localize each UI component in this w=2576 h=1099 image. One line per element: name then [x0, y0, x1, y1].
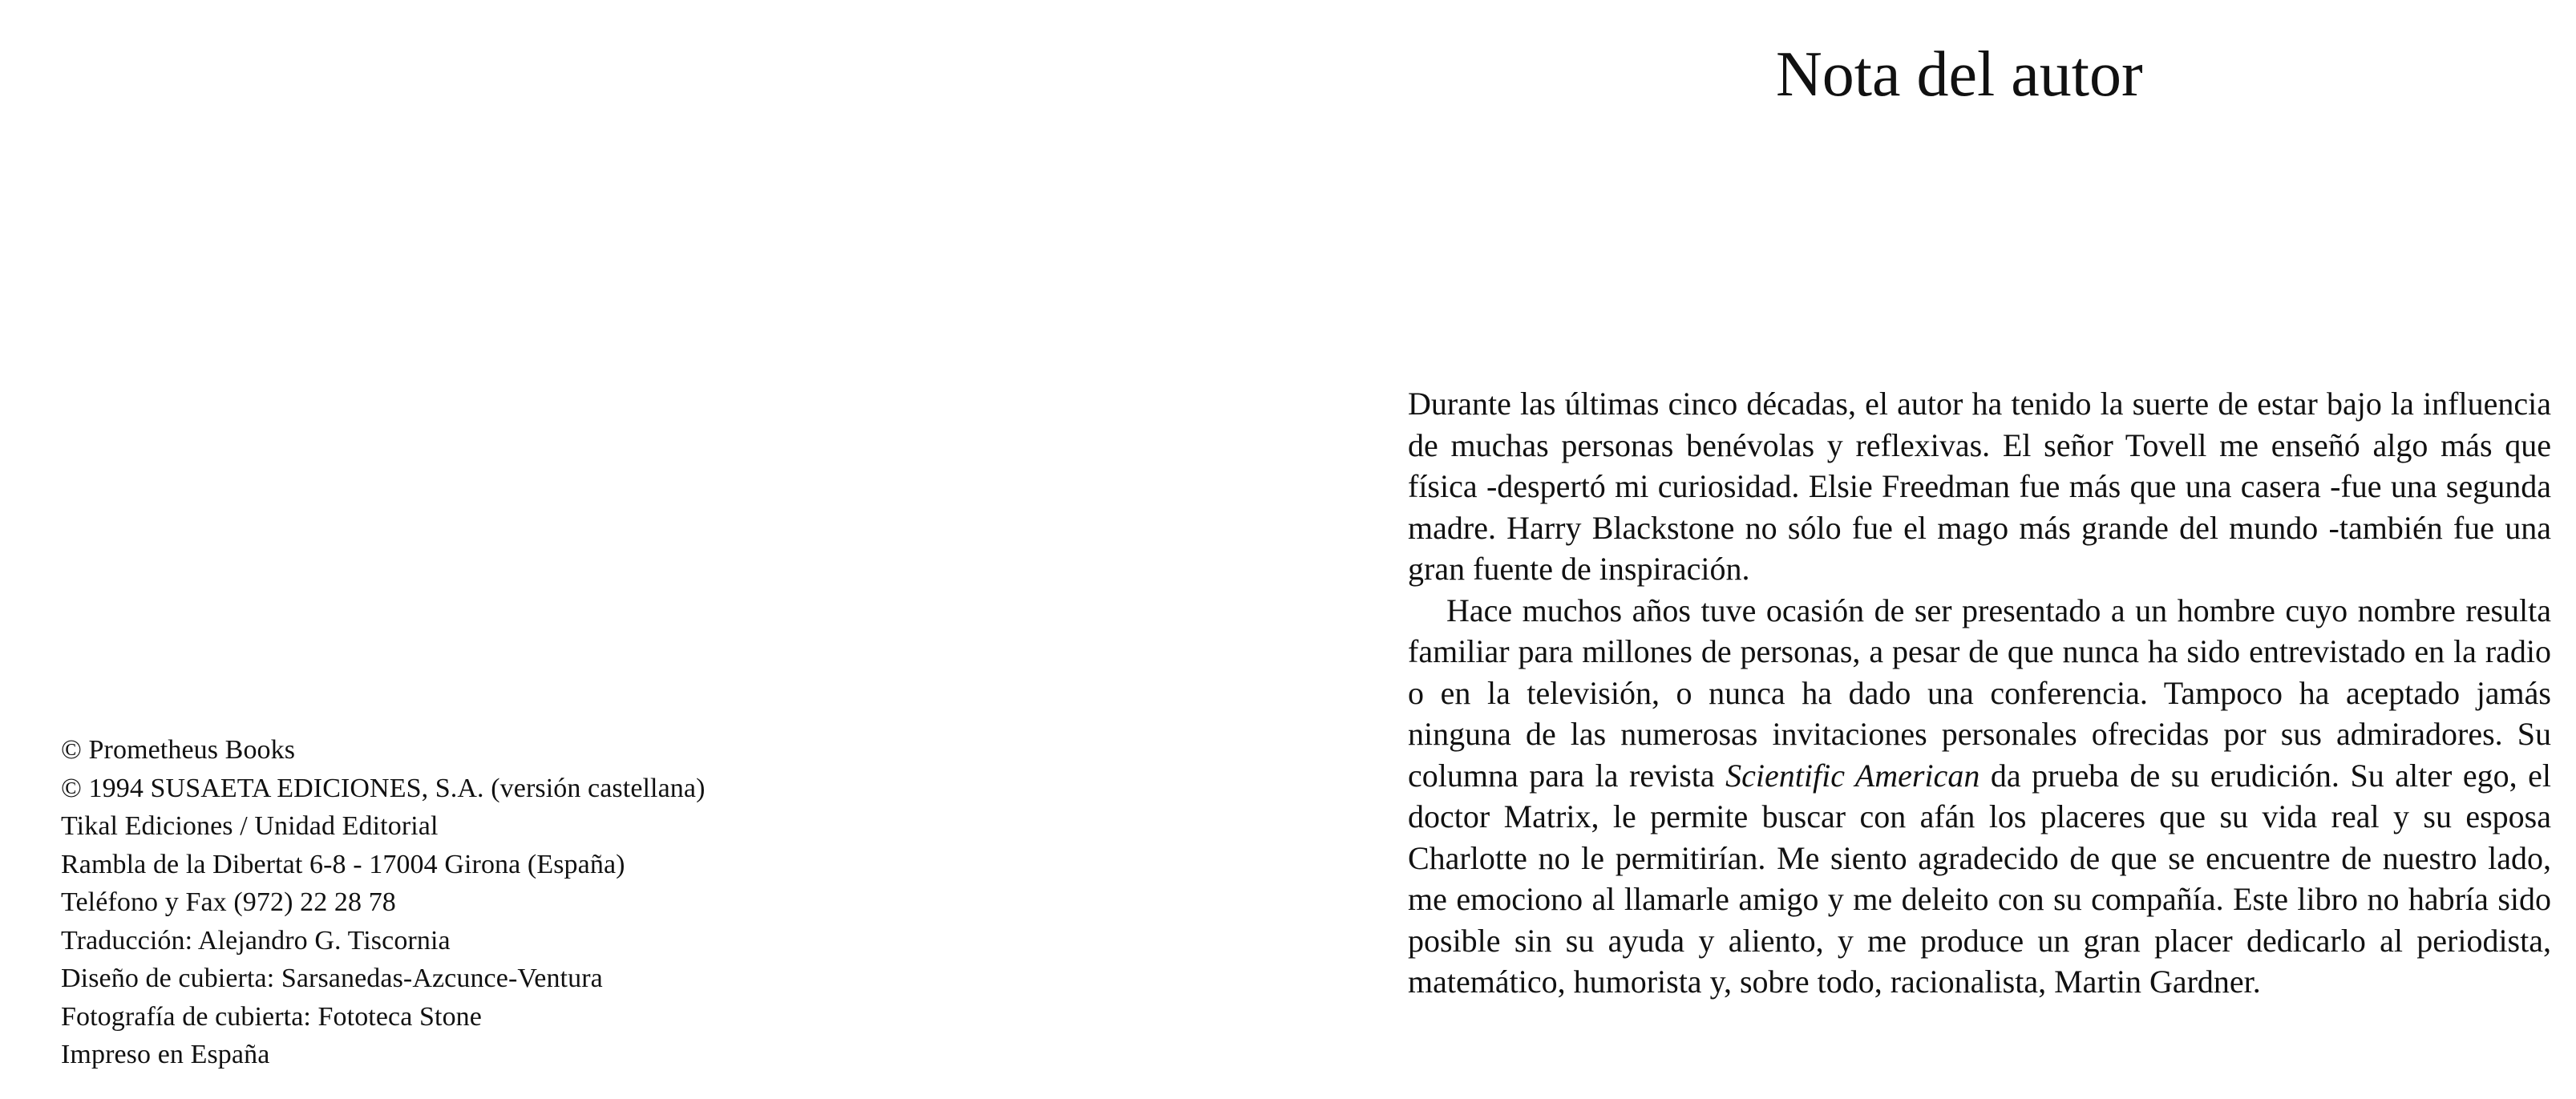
imprint-line-publisher: Tikal Ediciones / Unidad Editorial — [61, 811, 439, 841]
imprint-line-translation: Traducción: Alejandro G. Tiscornia — [61, 925, 451, 956]
imprint-line-copyright-prometheus: © Prometheus Books — [61, 735, 296, 765]
imprint-line-copyright-susaeta: © 1994 SUSAETA EDICIONES, S.A. (versión castellana) — [61, 773, 706, 803]
paragraph-2-text-start: Hace muchos años tuve ocasión de ser presentado a un hombre cuyo nombre resulta familiar para millones de personas, a pesar de que nunca ha sido entrevistado en la radio o en la televisión, o nunca ha dado una conferencia. Tampoco ha aceptado jamás ninguna de las numerosas invitaciones personales ofrecidas por sus admiradores. Su columna para la revista — [1408, 592, 2551, 794]
imprint-line-printed-in: Impreso en España — [61, 1040, 270, 1069]
paragraph-2 — [1408, 590, 2551, 1003]
paragraph-1: Durante las últimas cinco décadas, el autor ha tenido la suerte de estar bajo la influencia de muchas personas benévolas y reflexivas. El señor Tovell me enseñó algo más que física -despertó mi curiosidad. Elsie Freedman fue más que una casera -fue una segunda madre. Harry Blackstone no sólo fue el mago más grande del mundo -también fue una gran fuente de inspiración. — [1408, 386, 2551, 587]
chapter-title: Nota del autor — [1776, 39, 2143, 110]
imprint-line-address: Rambla de la Dibertat 6-8 - 17004 Girona (España) — [61, 849, 625, 879]
magazine-title: Scientific American — [1725, 757, 1980, 794]
paragraph-2-text-end: da prueba de su erudición. Su alter ego, el doctor Matrix, le permite buscar con afán los placeres que su vida real y su esposa Charlotte no le permitirían. Me siento agradecido de que se encuentre de nuestro lado, me emociono al llamarle amigo y me deleito con su compañía. Este libro no habría sido posible sin su ayuda y aliento, y me produce un gran placer dedicarlo al periodista, matemático, humorista y, sobre todo, racionalista, Martin Gardner. — [1408, 757, 2551, 1000]
author-note-body — [1408, 383, 2551, 1003]
copyright-imprint — [61, 731, 943, 1074]
imprint-line-cover-photo: Fotografía de cubierta: Fototeca Stone — [61, 1001, 482, 1032]
imprint-line-phone: Teléfono y Fax (972) 22 28 78 — [61, 887, 396, 917]
imprint-line-cover-design: Diseño de cubierta: Sarsanedas-Azcunce-Ventura — [61, 964, 603, 993]
